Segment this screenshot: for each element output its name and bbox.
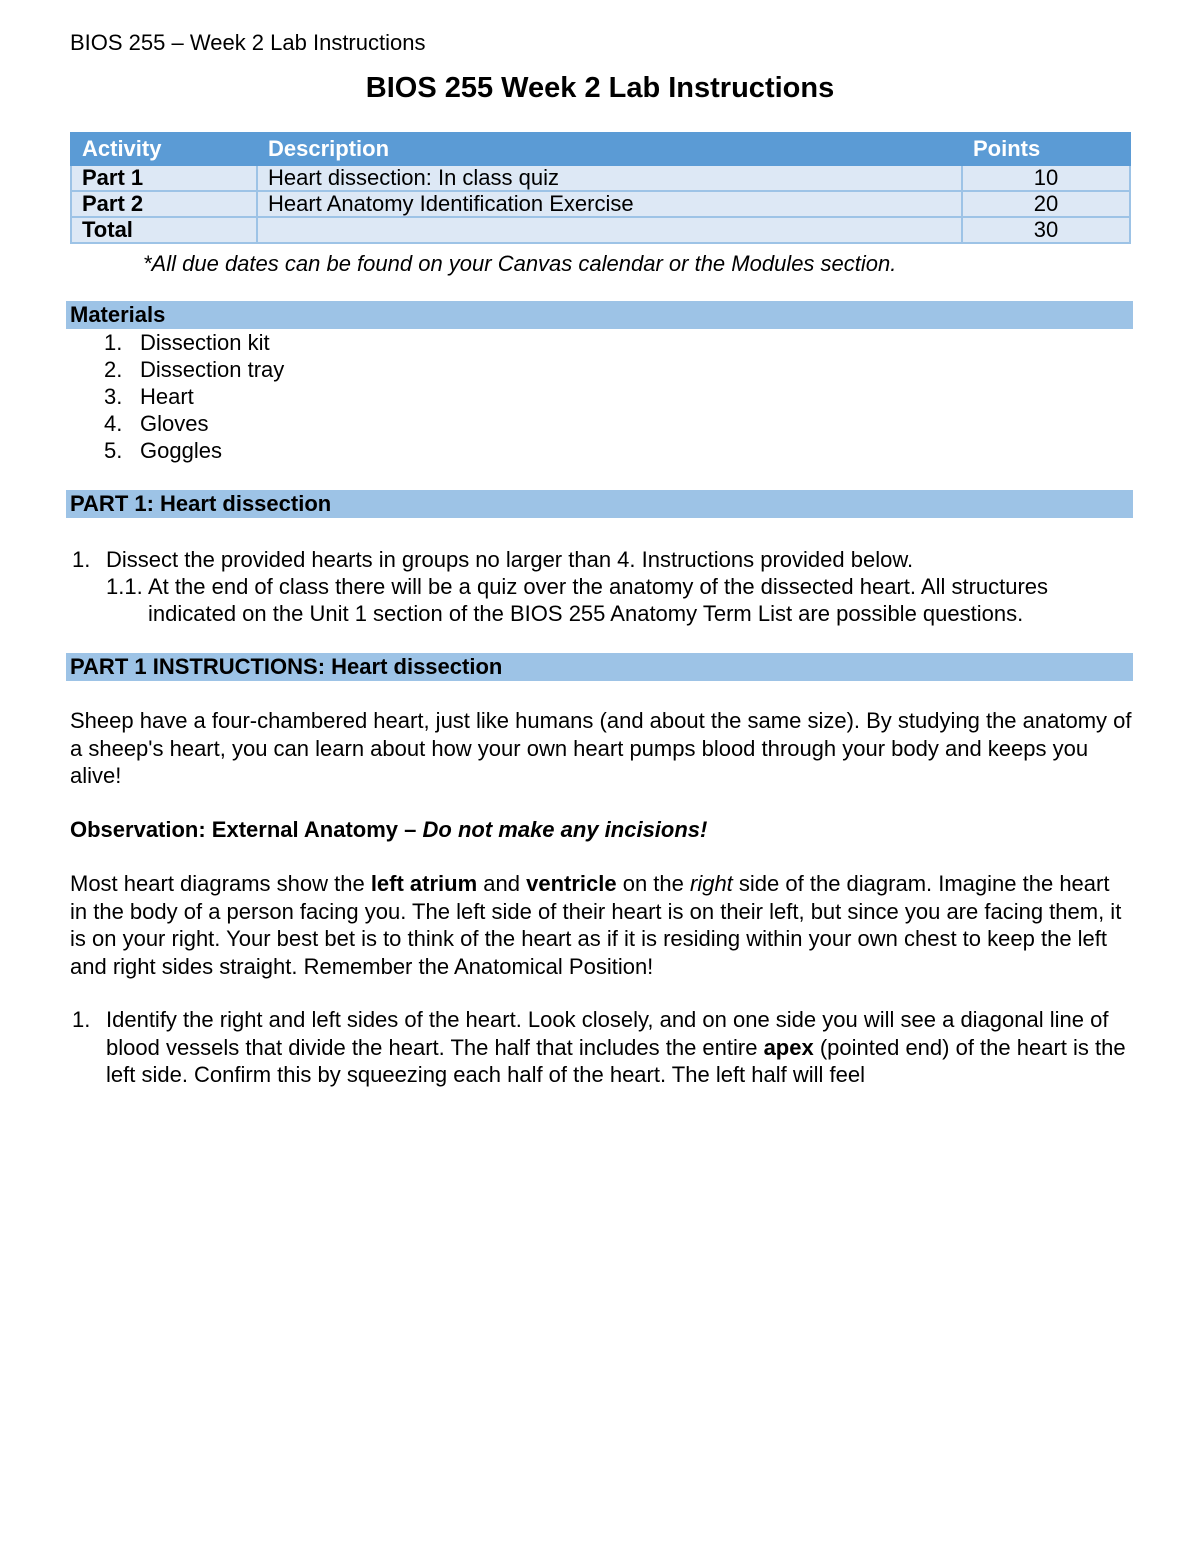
part1-step1-text: Dissect the provided hearts in groups no larger than 4. Instructions provided below. [106, 547, 914, 572]
diagram-paragraph: Most heart diagrams show the left atrium and ventricle on the right side of the diagram. Imagine the heart in the body of a person facing you. The left side of their heart is on their left, but since you are facing them, it is on your right. Your best bet is to think of the heart as if it is residing within your own chest to keep the left and right sides straight. Remember the Anatomical Position! [70, 871, 1122, 979]
cell-description: Heart Anatomy Identification Exercise [257, 191, 962, 217]
column-header-description: Description [257, 133, 962, 165]
cell-description [257, 217, 962, 243]
step-number: 1. [72, 1007, 91, 1032]
cell-activity: Total [71, 217, 257, 243]
list-item: 5. Goggles [104, 438, 222, 463]
intro-paragraph: Sheep have a four-chambered heart, just like humans (and about the same size). By studying the anatomy of a sheep's heart, you can learn about how your own heart pumps blood through your body and keeps you alive! [70, 708, 1132, 788]
materials-heading: Materials [66, 301, 1133, 329]
due-dates-note: *All due dates can be found on your Canvas calendar or the Modules section. [143, 251, 897, 276]
column-header-activity: Activity [71, 133, 257, 165]
observation-warning: Do not make any incisions! [422, 817, 708, 842]
cell-points: 30 [962, 217, 1130, 243]
list-item: 3. Heart [104, 384, 194, 409]
table-row [71, 165, 1130, 191]
part1-step1-1-line1: At the end of class there will be a quiz over the anatomy of the dissected heart. All structures [148, 574, 1049, 599]
step-text: Identify the right and left sides of the heart. Look closely, and on one side you will see a diagonal line of blood vessels that divide the heart. The half that includes the entire apex (pointed end) of the heart is the left side. Confirm this by squeezing each half of the heart. The left half will feel [106, 1007, 1126, 1087]
observation-title: Observation: External Anatomy – [70, 817, 423, 842]
instructions-heading: PART 1 INSTRUCTIONS: Heart dissection [66, 653, 1133, 681]
part1-step1-number: 1. [72, 547, 91, 572]
list-item: 4. Gloves [104, 411, 209, 436]
cell-points: 20 [962, 191, 1130, 217]
part1-heading: PART 1: Heart dissection [66, 490, 1133, 518]
materials-list [104, 329, 284, 464]
cell-activity: Part 1 [71, 165, 257, 191]
cell-activity: Part 2 [71, 191, 257, 217]
list-item: 2. Dissection tray [104, 357, 285, 382]
observation-heading [70, 816, 707, 844]
part1-step1-1-line2: indicated on the Unit 1 section of the BIOS 255 Anatomy Term List are possible questions. [148, 601, 1024, 626]
list-item: 1. Dissection kit [104, 330, 270, 355]
column-header-points: Points [962, 133, 1130, 165]
grading-table [70, 132, 1131, 244]
table-row [71, 191, 1130, 217]
part1-step1-1-number: 1.1. [106, 574, 143, 599]
table-row [71, 217, 1130, 243]
table-header-row [71, 133, 1130, 165]
cell-description: Heart dissection: In class quiz [257, 165, 962, 191]
page-title: BIOS 255 Week 2 Lab Instructions [365, 72, 835, 104]
cell-points: 10 [962, 165, 1130, 191]
running-header: BIOS 255 – Week 2 Lab Instructions [70, 30, 426, 55]
